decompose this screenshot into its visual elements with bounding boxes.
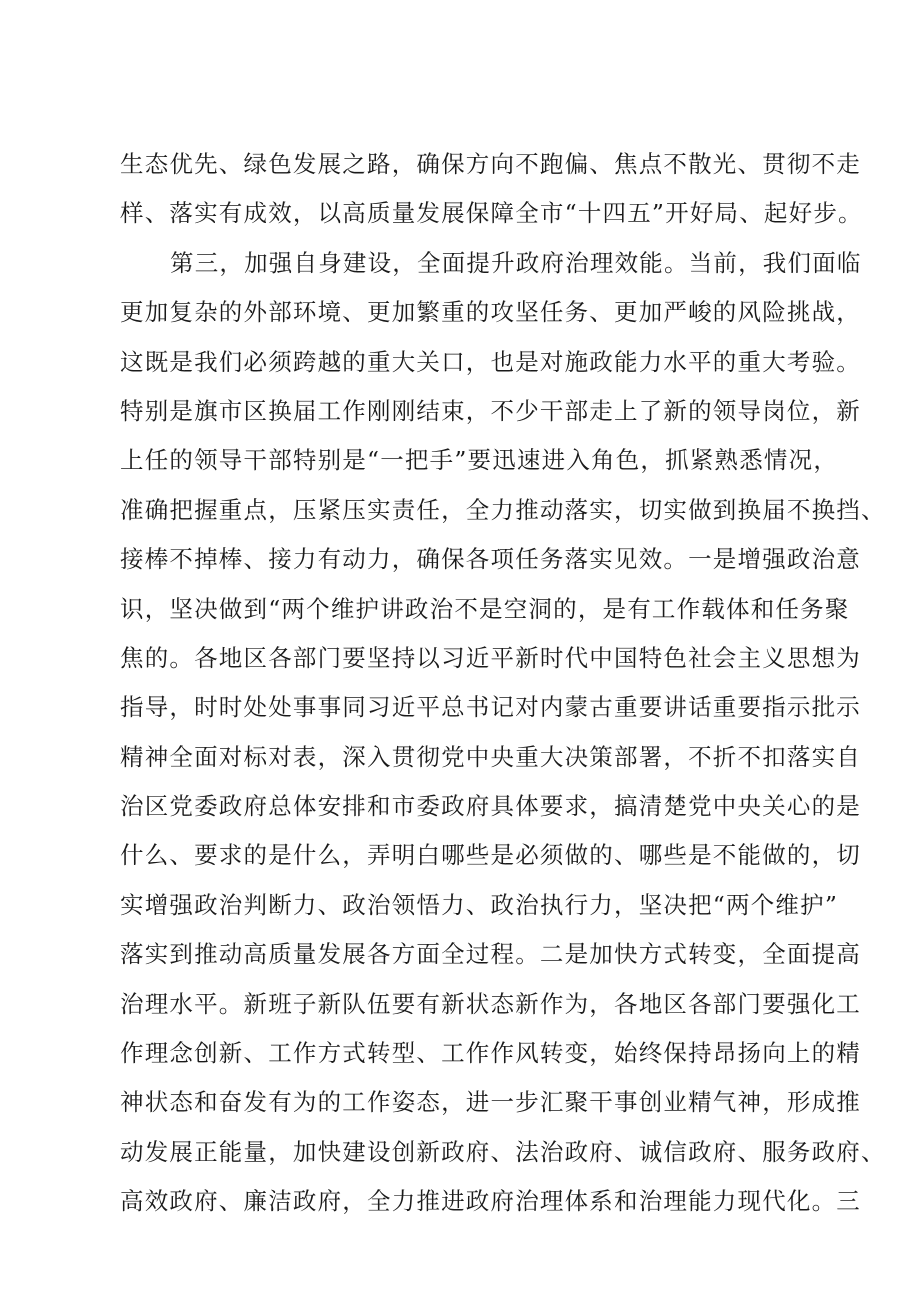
text-line: 焦的。各地区各部门要坚持以习近平新时代中国特色社会主义思想为 (120, 643, 861, 672)
text-line: 精神全面对标对表，深入贯彻党中央重大决策部署，不折不扣落实自 (120, 742, 861, 771)
text-line: 识，坚决做到“两个维护讲政治不是空洞的，是有工作载体和任务聚 (120, 594, 850, 623)
text-line: 特别是旗市区换届工作刚刚结束，不少干部走上了新的领导岗位，新 (120, 396, 861, 425)
text-line: 作理念创新、工作方式转型、工作作风转变，始终保持昂扬向上的精 (120, 1039, 861, 1068)
text-line: 接棒不掉棒、接力有动力，确保各项任务落实见效。一是增强政治意 (120, 545, 861, 574)
text-line: 生态优先、绿色发展之路，确保方向不跑偏、焦点不散光、贯彻不走 (120, 150, 861, 178)
text-line: 样、落实有成效，以高质量发展保障全市“十四五”开好局、起好步。 (120, 199, 863, 228)
body-text (120, 140, 886, 1227)
text-line: 神状态和奋发有为的工作姿态，进一步汇聚干事创业精气神，形成推 (120, 1088, 861, 1117)
text-line: 高效政府、廉洁政府，全力推进政府治理体系和治理能力现代化。三 (120, 1187, 861, 1216)
text-line: 上任的领导干部特别是“一把手”要迅速进入角色，抓紧熟悉情况， (120, 446, 839, 475)
text-line: 实增强政治判断力、政治领悟力、政治执行力，坚决把“两个维护” (120, 890, 839, 919)
text-line: 治理水平。新班子新队伍要有新状态新作为，各地区各部门要强化工 (120, 989, 861, 1018)
paragraph-start-line: 第三，加强自身建设，全面提升政府治理效能。当前，我们面临 (170, 248, 862, 277)
text-line: 更加复杂的外部环境、更加繁重的攻坚任务、更加严峻的风险挑战， (120, 298, 861, 327)
text-line: 准确把握重点，压紧压实责任，全力推动落实，切实做到换届不换挡、 (120, 495, 886, 524)
text-line: 什么、要求的是什么，弄明白哪些是必须做的、哪些是不能做的，切 (120, 841, 861, 870)
text-line: 这既是我们必须跨越的重大关口，也是对施政能力水平的重大考验。 (120, 347, 861, 376)
text-line: 动发展正能量，加快建设创新政府、法治政府、诚信政府、服务政府、 (120, 1137, 886, 1166)
text-line: 治区党委政府总体安排和市委政府具体要求，搞清楚党中央关心的是 (120, 792, 861, 821)
text-line: 落实到推动高质量发展各方面全过程。二是加快方式转变，全面提高 (120, 940, 861, 969)
text-line: 指导，时时处处事事同习近平总书记对内蒙古重要讲话重要指示批示 (120, 693, 861, 722)
